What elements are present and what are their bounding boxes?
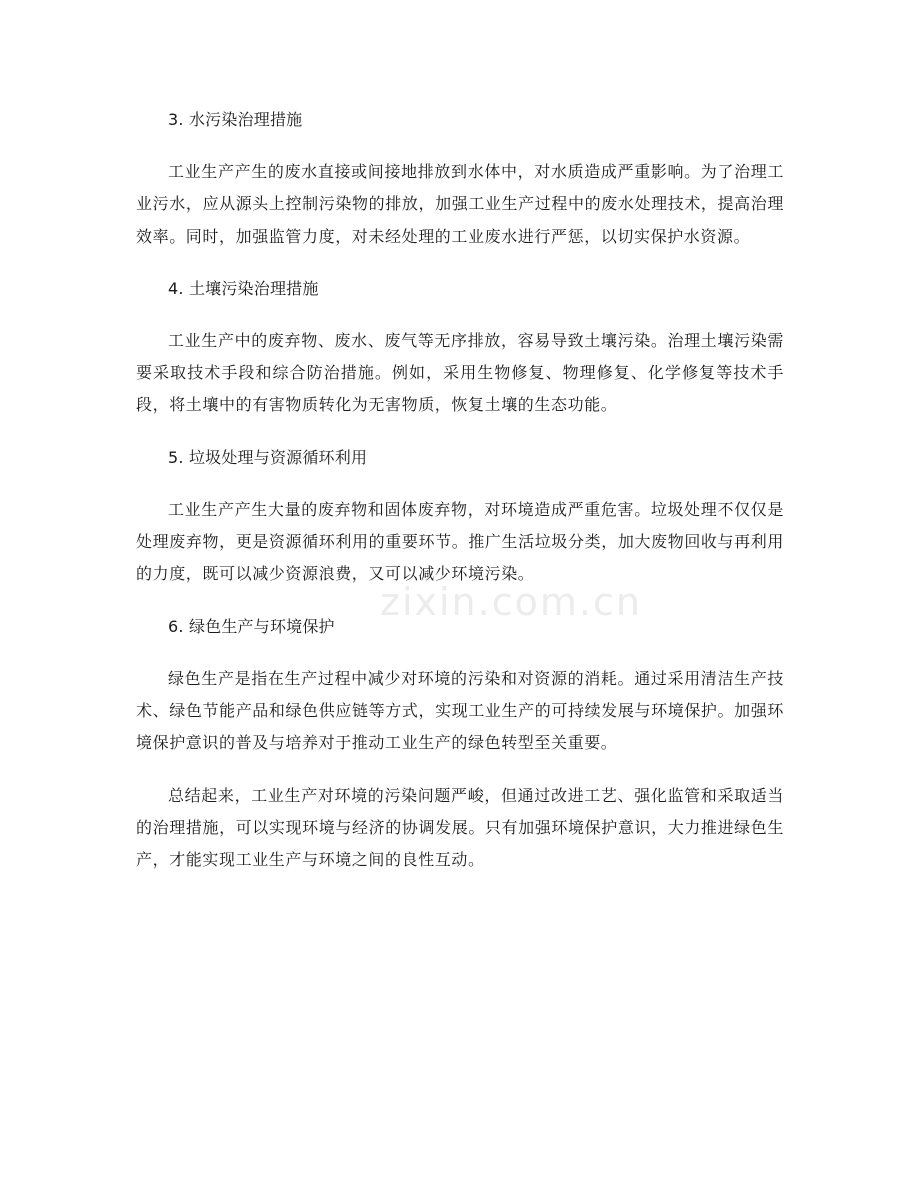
section-paragraph-green: 绿色生产是指在生产过程中减少对环境的污染和对资源的消耗。通过采用清洁生产技术、绿色节能产品和绿色供应链等方式，实现工业生产的可持续发展与环境保护。加强环境保护意识的普及与培养对于推动工业生产的绿色转型至关重要。 bbox=[136, 668, 784, 753]
section-heading-water: 3. 水污染治理措施 bbox=[168, 110, 303, 129]
document-page bbox=[136, 104, 784, 896]
conclusion-paragraph: 总结起来，工业生产对环境的污染问题严峻，但通过改进工艺、强化监管和采取适当的治理措施，可以实现环境与经济的协调发展。只有加强环境保护意识，大力推进绿色生产，才能实现工业生产与环境之间的良性互动。 bbox=[136, 785, 784, 870]
section-heading-soil: 4. 土壤污染治理措施 bbox=[168, 278, 319, 298]
section-heading-green: 6. 绿色生产与环境保护 bbox=[168, 616, 335, 636]
section-heading-waste: 5. 垃圾处理与资源循环利用 bbox=[168, 447, 368, 467]
watermark: zixin.com.cn bbox=[380, 580, 642, 624]
section-paragraph-water: 工业生产产生的废水直接或间接地排放到水体中，对水质造成严重影响。为了治理工业污水，应从源头上控制污染物的排放，加强工业生产过程中的废水处理技术，提高治理效率。同时，加强监管力度，对未经处理的工业废水进行严惩，以切实保护水资源。 bbox=[136, 162, 784, 246]
section-paragraph-soil: 工业生产中的废弃物、废水、废气等无序排放，容易导致土壤污染。治理土壤污染需要采取技术手段和综合防治措施。例如，采用生物修复、物理修复、化学修复等技术手段，将土壤中的有害物质转化为无害物质，恢复土壤的生态功能。 bbox=[136, 330, 784, 415]
section-paragraph-waste: 工业生产产生大量的废弃物和固体废弃物，对环境造成严重危害。垃圾处理不仅仅是处理废弃物，更是资源循环利用的重要环节。推广生活垃圾分类，加大废物回收与再利用的力度，既可以减少资源浪费，又可以减少环境污染。 bbox=[136, 499, 784, 584]
